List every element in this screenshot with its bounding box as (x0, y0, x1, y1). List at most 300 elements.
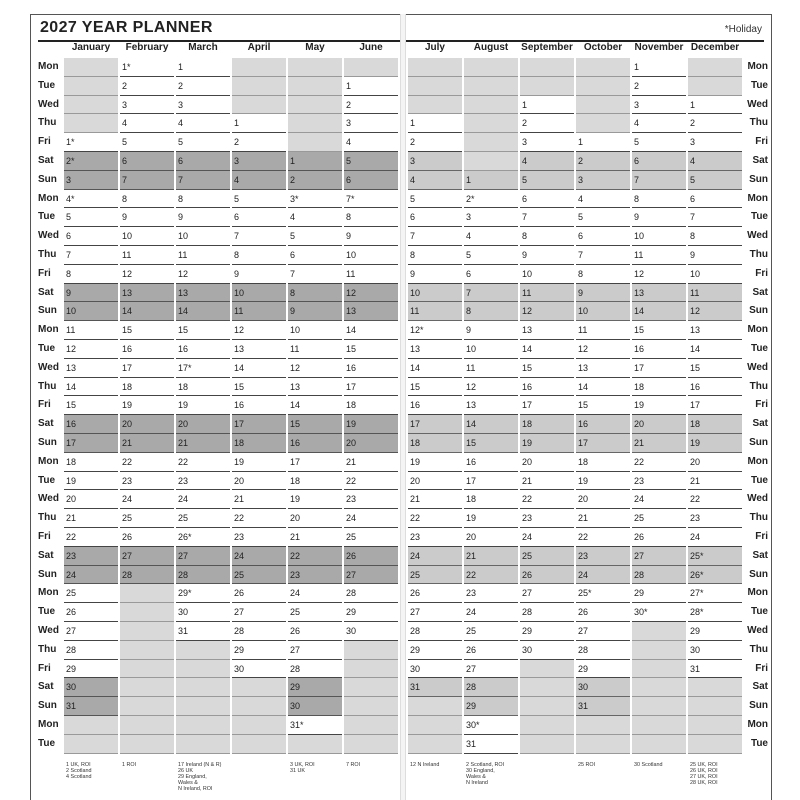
day-label-left: Thu (38, 117, 57, 129)
month-header-september: September (521, 42, 573, 53)
day-cell: 10 (688, 265, 742, 284)
day-cell: 29 (344, 603, 398, 622)
empty-cell (288, 114, 342, 133)
day-label-left: Tue (38, 737, 56, 749)
day-label-left: Fri (38, 531, 51, 542)
day-cell: 13 (288, 378, 342, 397)
day-cell: 4 (688, 152, 742, 171)
day-cell: 29 (64, 660, 118, 679)
day-cell: 27 (288, 641, 342, 660)
holiday-footnote-june: 7 ROI (346, 762, 361, 768)
day-label-right: Sat (752, 549, 768, 561)
day-label-right: Tue (750, 474, 768, 486)
empty-cell (520, 77, 574, 96)
day-cell: 9 (344, 227, 398, 246)
day-cell: 7 (120, 171, 174, 190)
frame-right-border (771, 14, 772, 800)
empty-cell (632, 678, 686, 697)
day-cell: 14 (344, 321, 398, 340)
holiday-footnote-july: 12 N Ireland (410, 762, 440, 768)
day-cell: 29 (408, 641, 462, 660)
empty-cell (576, 58, 630, 77)
day-cell: 4 (408, 171, 462, 190)
day-label-left: Tue (38, 79, 56, 91)
day-cell: 24 (344, 509, 398, 528)
day-cell: 12 (120, 265, 174, 284)
day-cell: 28 (464, 678, 518, 697)
holiday-footnote-may: 3 UK, ROI 31 UK (290, 762, 315, 774)
day-cell: 29 (632, 584, 686, 603)
day-cell: 27* (688, 584, 742, 603)
day-cell: 22 (688, 490, 742, 509)
empty-cell (232, 697, 286, 716)
day-label-left: Mon (38, 192, 59, 204)
day-cell: 17 (520, 396, 574, 415)
day-cell: 1 (520, 96, 574, 115)
day-cell: 12* (408, 321, 462, 340)
day-cell: 9 (464, 321, 518, 340)
month-header-december: December (690, 42, 740, 53)
day-cell: 30 (576, 678, 630, 697)
day-cell: 3* (288, 190, 342, 209)
day-cell: 23 (288, 566, 342, 585)
day-cell: 17* (176, 359, 230, 378)
day-cell: 22 (288, 547, 342, 566)
day-cell: 29 (288, 678, 342, 697)
day-cell: 14 (120, 302, 174, 321)
empty-cell (64, 96, 118, 115)
day-cell: 20 (176, 415, 230, 434)
day-label-right: Sun (749, 173, 768, 185)
day-cell: 24 (464, 603, 518, 622)
day-cell: 13 (232, 340, 286, 359)
day-cell: 20 (64, 490, 118, 509)
day-cell: 19 (520, 434, 574, 453)
day-cell: 10 (64, 302, 118, 321)
day-cell: 21 (576, 509, 630, 528)
day-cell: 30 (408, 660, 462, 679)
day-cell: 28 (288, 660, 342, 679)
day-cell: 30 (688, 641, 742, 660)
day-cell: 26 (344, 547, 398, 566)
day-cell: 2* (464, 190, 518, 209)
day-cell: 19 (120, 396, 174, 415)
empty-cell (64, 77, 118, 96)
day-cell: 31 (576, 697, 630, 716)
day-cell: 15 (288, 415, 342, 434)
day-cell: 6 (288, 246, 342, 265)
day-cell: 9 (632, 208, 686, 227)
empty-cell (464, 58, 518, 77)
empty-cell (232, 678, 286, 697)
day-cell: 19 (64, 472, 118, 491)
day-label-left: Mon (38, 61, 59, 72)
day-label-right: Mon (747, 324, 768, 336)
day-label-right: Thu (749, 512, 768, 524)
day-label-right: Sun (749, 437, 768, 448)
day-label-right: Sat (752, 418, 768, 430)
empty-cell (232, 735, 286, 754)
empty-cell (120, 697, 174, 716)
day-cell: 22 (64, 528, 118, 547)
day-cell: 19 (408, 453, 462, 472)
day-cell: 20 (408, 472, 462, 491)
day-cell: 22 (344, 472, 398, 491)
day-cell: 18 (688, 415, 742, 434)
day-cell: 30 (344, 622, 398, 641)
day-cell: 31 (408, 678, 462, 697)
day-label-left: Wed (38, 230, 59, 242)
day-cell: 1* (64, 133, 118, 152)
day-cell: 8 (64, 265, 118, 284)
day-cell: 22 (232, 509, 286, 528)
day-cell: 8 (576, 265, 630, 284)
day-cell: 5 (464, 246, 518, 265)
day-cell: 17 (64, 434, 118, 453)
empty-cell (120, 716, 174, 735)
day-cell: 27 (176, 547, 230, 566)
day-cell: 16 (520, 378, 574, 397)
day-cell: 18 (632, 378, 686, 397)
day-cell: 2 (176, 77, 230, 96)
day-cell: 16 (176, 340, 230, 359)
day-label-right: Wed (747, 230, 768, 242)
day-cell: 6 (120, 152, 174, 171)
month-header-november: November (634, 42, 684, 53)
day-cell: 19 (344, 415, 398, 434)
day-label-right: Sat (752, 155, 768, 166)
day-cell: 7 (288, 265, 342, 284)
day-cell: 28 (120, 566, 174, 585)
empty-cell (288, 77, 342, 96)
day-label-left: Mon (38, 719, 59, 730)
day-cell: 21 (120, 434, 174, 453)
day-cell: 26 (232, 584, 286, 603)
empty-cell (576, 77, 630, 96)
day-cell: 29 (688, 622, 742, 641)
day-cell: 22 (408, 509, 462, 528)
day-cell: 28 (520, 603, 574, 622)
day-label-left: Thu (38, 380, 57, 392)
empty-cell (688, 716, 742, 735)
day-cell: 25 (64, 584, 118, 603)
empty-cell (576, 716, 630, 735)
day-cell: 16 (408, 396, 462, 415)
day-cell: 5 (120, 133, 174, 152)
day-label-left: Sun (38, 568, 57, 580)
day-cell: 3 (632, 96, 686, 115)
day-cell: 10 (344, 246, 398, 265)
empty-cell (464, 77, 518, 96)
day-cell: 12 (176, 265, 230, 284)
day-cell: 20 (344, 434, 398, 453)
day-cell: 22 (464, 566, 518, 585)
day-cell: 26 (408, 584, 462, 603)
day-cell: 18 (120, 378, 174, 397)
empty-cell (344, 716, 398, 735)
day-cell: 27 (232, 603, 286, 622)
day-cell: 2 (408, 133, 462, 152)
empty-cell (520, 660, 574, 679)
day-cell: 27 (344, 566, 398, 585)
day-cell: 7 (176, 171, 230, 190)
day-label-right: Sat (752, 681, 768, 693)
day-cell: 6 (576, 227, 630, 246)
day-cell: 23 (176, 472, 230, 491)
day-cell: 19 (576, 472, 630, 491)
day-cell: 28 (344, 584, 398, 603)
day-cell: 17 (464, 472, 518, 491)
day-cell: 18 (232, 434, 286, 453)
day-cell: 4 (176, 114, 230, 133)
day-cell: 8 (232, 246, 286, 265)
day-cell: 15 (120, 321, 174, 340)
day-cell: 19 (176, 396, 230, 415)
day-cell: 23 (344, 490, 398, 509)
day-label-left: Mon (38, 324, 59, 336)
day-label-left: Fri (38, 399, 51, 411)
day-cell: 21 (464, 547, 518, 566)
day-cell: 14 (464, 415, 518, 434)
empty-cell (688, 678, 742, 697)
day-cell: 17 (688, 396, 742, 415)
day-cell: 11 (632, 246, 686, 265)
day-cell: 14 (64, 378, 118, 397)
empty-cell (64, 114, 118, 133)
empty-cell (288, 58, 342, 77)
day-cell: 31 (64, 697, 118, 716)
day-label-left: Sun (38, 437, 57, 448)
day-label-right: Tue (750, 79, 768, 91)
day-cell: 21 (688, 472, 742, 491)
day-cell: 11 (344, 265, 398, 284)
day-cell: 5 (232, 190, 286, 209)
day-cell: 13 (576, 359, 630, 378)
empty-cell (520, 678, 574, 697)
day-cell: 4 (232, 171, 286, 190)
holiday-footnote-october: 25 ROI (578, 762, 596, 768)
empty-cell (632, 622, 686, 641)
day-cell: 24 (408, 547, 462, 566)
day-label-right: Thu (749, 380, 768, 392)
day-cell: 31 (176, 622, 230, 641)
day-cell: 9 (408, 265, 462, 284)
day-cell: 17 (288, 453, 342, 472)
day-label-right: Wed (747, 625, 768, 636)
day-cell: 25 (288, 603, 342, 622)
day-cell: 14 (408, 359, 462, 378)
day-label-right: Mon (747, 192, 768, 204)
day-cell: 26 (288, 622, 342, 641)
day-cell: 12 (288, 359, 342, 378)
day-cell: 24 (232, 547, 286, 566)
empty-cell (232, 96, 286, 115)
day-cell: 12 (344, 284, 398, 303)
frame-left-border (30, 14, 31, 800)
day-cell: 17 (408, 415, 462, 434)
day-cell: 20 (232, 472, 286, 491)
day-cell: 16 (464, 453, 518, 472)
day-cell: 16 (344, 359, 398, 378)
day-cell: 25 (232, 566, 286, 585)
day-cell: 13 (520, 321, 574, 340)
day-cell: 8 (288, 284, 342, 303)
day-cell: 19 (288, 490, 342, 509)
day-cell: 26* (688, 566, 742, 585)
day-cell: 6 (176, 152, 230, 171)
day-label-right: Wed (747, 98, 768, 110)
empty-cell (576, 735, 630, 754)
day-cell: 6 (520, 190, 574, 209)
day-cell: 18 (464, 490, 518, 509)
day-cell: 1* (120, 58, 174, 77)
day-label-right: Fri (755, 267, 768, 279)
day-label-left: Tue (38, 211, 56, 223)
day-cell: 30 (520, 641, 574, 660)
day-cell: 9 (176, 208, 230, 227)
day-cell: 16 (232, 396, 286, 415)
month-header-august: August (473, 42, 509, 53)
day-cell: 11 (520, 284, 574, 303)
day-label-right: Thu (749, 117, 768, 129)
day-cell: 28 (576, 641, 630, 660)
day-cell: 24 (176, 490, 230, 509)
day-cell: 11 (120, 246, 174, 265)
day-cell: 24 (288, 584, 342, 603)
day-cell: 21 (632, 434, 686, 453)
day-cell: 1 (176, 58, 230, 77)
day-cell: 18 (344, 396, 398, 415)
empty-cell (64, 716, 118, 735)
day-cell: 24 (120, 490, 174, 509)
day-cell: 21 (64, 509, 118, 528)
day-cell: 17 (344, 378, 398, 397)
day-cell: 14 (288, 396, 342, 415)
day-cell: 24 (576, 566, 630, 585)
empty-cell (120, 622, 174, 641)
day-cell: 24 (64, 566, 118, 585)
empty-cell (64, 735, 118, 754)
day-cell: 16 (688, 378, 742, 397)
day-cell: 3 (176, 96, 230, 115)
empty-cell (120, 584, 174, 603)
day-cell: 24 (632, 490, 686, 509)
day-cell: 5 (632, 133, 686, 152)
day-cell: 26 (520, 566, 574, 585)
day-cell: 7 (576, 246, 630, 265)
month-header-february: February (125, 42, 169, 53)
empty-cell (120, 735, 174, 754)
day-label-left: Wed (38, 493, 59, 505)
day-label-left: Sat (38, 155, 54, 166)
day-cell: 9 (688, 246, 742, 265)
day-cell: 22 (520, 490, 574, 509)
empty-cell (120, 603, 174, 622)
day-label-left: Mon (38, 455, 59, 467)
empty-cell (176, 697, 230, 716)
day-cell: 5 (688, 171, 742, 190)
day-label-right: Mon (747, 61, 768, 72)
empty-cell (120, 678, 174, 697)
day-cell: 11 (688, 284, 742, 303)
day-cell: 15 (232, 378, 286, 397)
day-cell: 17 (232, 415, 286, 434)
day-cell: 8 (176, 190, 230, 209)
empty-cell (176, 716, 230, 735)
day-cell: 28 (64, 641, 118, 660)
day-cell: 6 (464, 265, 518, 284)
day-cell: 23 (64, 547, 118, 566)
day-label-right: Fri (755, 136, 768, 148)
empty-cell (408, 735, 462, 754)
day-cell: 15 (64, 396, 118, 415)
day-cell: 2* (64, 152, 118, 171)
day-cell: 3 (520, 133, 574, 152)
day-cell: 10 (232, 284, 286, 303)
day-label-right: Thu (749, 643, 768, 655)
empty-cell (232, 58, 286, 77)
day-cell: 29 (520, 622, 574, 641)
day-cell: 23 (232, 528, 286, 547)
empty-cell (464, 133, 518, 152)
day-label-left: Sun (38, 173, 57, 185)
day-cell: 7 (408, 227, 462, 246)
day-cell: 23 (632, 472, 686, 491)
holiday-footnote-january: 1 UK, ROI 2 Scotland 4 Scotland (66, 762, 92, 780)
holiday-footnote-march: 17 Ireland (N & R) 26 UK 29 England, Wales & N Ireland, ROI (178, 762, 222, 792)
day-cell: 5 (520, 171, 574, 190)
day-cell: 14 (520, 340, 574, 359)
day-cell: 1 (688, 96, 742, 115)
empty-cell (688, 735, 742, 754)
day-cell: 28 (232, 622, 286, 641)
day-cell: 15 (176, 321, 230, 340)
day-label-right: Mon (747, 719, 768, 730)
holiday-legend: *Holiday (724, 24, 762, 35)
day-cell: 11 (232, 302, 286, 321)
day-cell: 11 (288, 340, 342, 359)
day-label-left: Mon (38, 587, 59, 599)
day-cell: 11 (576, 321, 630, 340)
day-cell: 23 (464, 584, 518, 603)
day-cell: 4 (576, 190, 630, 209)
day-cell: 16 (64, 415, 118, 434)
day-cell: 28 (176, 566, 230, 585)
day-label-right: Sun (749, 305, 768, 317)
empty-cell (632, 641, 686, 660)
day-cell: 28 (632, 566, 686, 585)
day-cell: 8 (464, 302, 518, 321)
day-cell: 25 (520, 547, 574, 566)
day-cell: 26 (464, 641, 518, 660)
day-cell: 10 (288, 321, 342, 340)
day-cell: 15 (408, 378, 462, 397)
day-cell: 22 (632, 453, 686, 472)
day-cell: 5 (344, 152, 398, 171)
day-cell: 9 (120, 208, 174, 227)
day-label-left: Fri (38, 136, 51, 148)
day-label-right: Sat (752, 286, 768, 298)
day-cell: 25 (408, 566, 462, 585)
day-cell: 1 (464, 171, 518, 190)
day-label-right: Mon (747, 455, 768, 467)
day-cell: 31 (688, 660, 742, 679)
day-cell: 3 (576, 171, 630, 190)
day-cell: 4* (64, 190, 118, 209)
day-cell: 29 (576, 660, 630, 679)
day-cell: 4 (120, 114, 174, 133)
day-cell: 19 (632, 396, 686, 415)
